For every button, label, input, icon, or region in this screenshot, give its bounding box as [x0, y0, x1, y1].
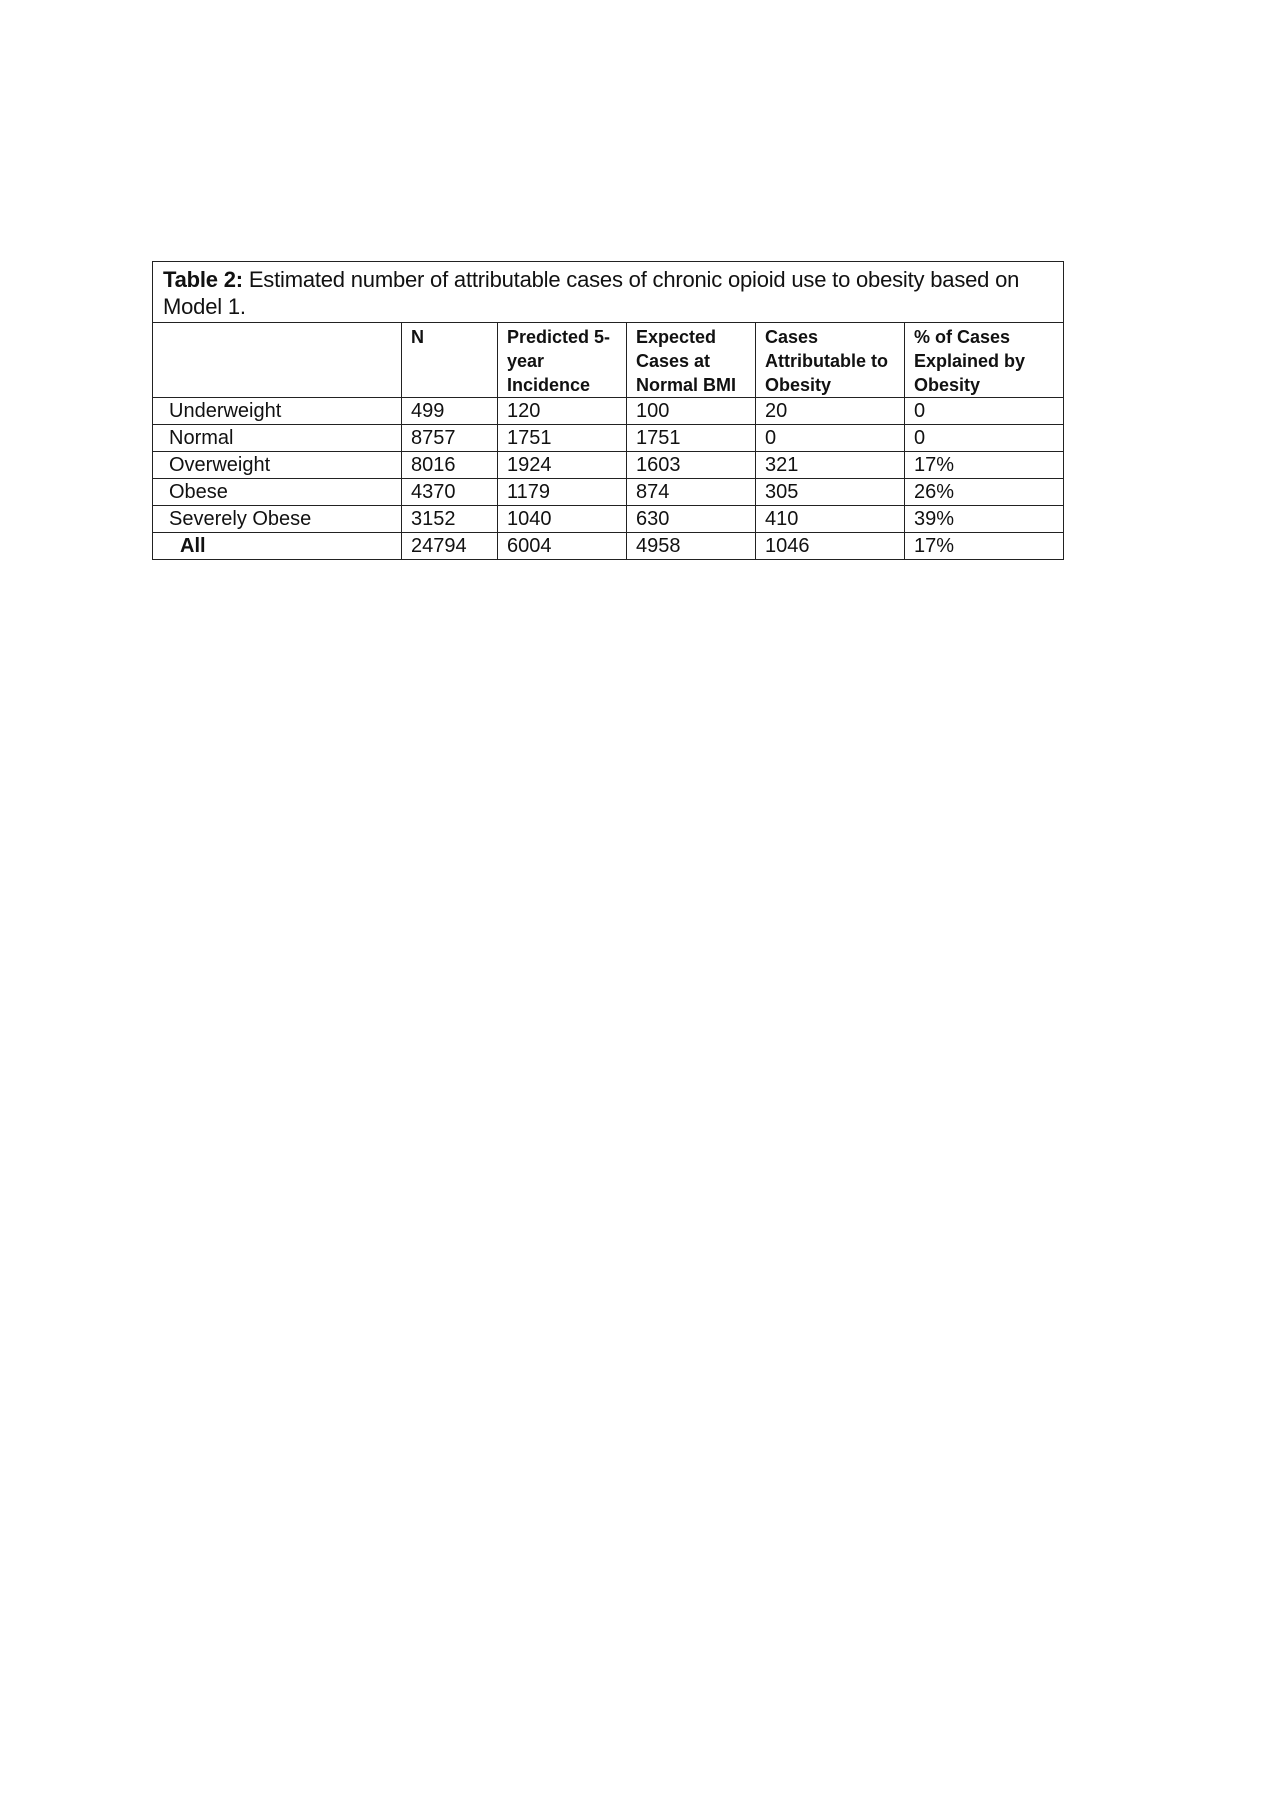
- row-label: Obese: [153, 479, 402, 506]
- cell-n: 3152: [402, 506, 498, 533]
- header-cell-group: [153, 323, 402, 398]
- cell-n: 8016: [402, 452, 498, 479]
- cell-attributable-cases: 20: [756, 398, 905, 425]
- table-row: [153, 479, 1064, 506]
- caption-label: Table 2:: [163, 267, 243, 292]
- cell-attributable-cases: 305: [756, 479, 905, 506]
- cell-n: 4370: [402, 479, 498, 506]
- table-row: [153, 425, 1064, 452]
- cell-n: 8757: [402, 425, 498, 452]
- table-row: [153, 506, 1064, 533]
- cell-percent-explained: 26%: [905, 479, 1064, 506]
- table-container: [152, 261, 1063, 560]
- cell-percent-explained: 0: [905, 425, 1064, 452]
- cell-percent-explained: 0: [905, 398, 1064, 425]
- cell-n: 499: [402, 398, 498, 425]
- cell-predicted-incidence: 120: [498, 398, 627, 425]
- row-label: Underweight: [153, 398, 402, 425]
- attributable-cases-table: [152, 261, 1064, 560]
- cell-expected-cases: 4958: [627, 533, 756, 560]
- cell-predicted-incidence: 6004: [498, 533, 627, 560]
- header-row: [153, 323, 1064, 398]
- cell-attributable-cases: 0: [756, 425, 905, 452]
- cell-predicted-incidence: 1751: [498, 425, 627, 452]
- caption-row: [153, 262, 1064, 323]
- cell-n: 24794: [402, 533, 498, 560]
- cell-attributable-cases: 410: [756, 506, 905, 533]
- cell-percent-explained: 39%: [905, 506, 1064, 533]
- cell-predicted-incidence: 1179: [498, 479, 627, 506]
- cell-percent-explained: 17%: [905, 452, 1064, 479]
- row-label: Severely Obese: [153, 506, 402, 533]
- caption-text: Estimated number of attributable cases of chronic opioid use to obesity based on Model 1.: [163, 267, 1020, 319]
- cell-expected-cases: 1603: [627, 452, 756, 479]
- header-cell-percent-explained: % of Cases Explained by Obesity: [905, 323, 1064, 398]
- cell-predicted-incidence: 1924: [498, 452, 627, 479]
- table-row-total: [153, 533, 1064, 560]
- cell-attributable-cases: 1046: [756, 533, 905, 560]
- header-cell-predicted-incidence: Predicted 5-year Incidence: [498, 323, 627, 398]
- cell-expected-cases: 100: [627, 398, 756, 425]
- row-label: Overweight: [153, 452, 402, 479]
- cell-expected-cases: 630: [627, 506, 756, 533]
- cell-expected-cases: 1751: [627, 425, 756, 452]
- cell-expected-cases: 874: [627, 479, 756, 506]
- cell-percent-explained: 17%: [905, 533, 1064, 560]
- row-label-total: All: [153, 533, 402, 560]
- header-cell-n: N: [402, 323, 498, 398]
- table-caption: [153, 262, 1064, 323]
- cell-predicted-incidence: 1040: [498, 506, 627, 533]
- table-row: [153, 452, 1064, 479]
- header-cell-attributable-cases: Cases Attributable to Obesity: [756, 323, 905, 398]
- table-row: [153, 398, 1064, 425]
- cell-attributable-cases: 321: [756, 452, 905, 479]
- row-label: Normal: [153, 425, 402, 452]
- header-cell-expected-cases: Expected Cases at Normal BMI: [627, 323, 756, 398]
